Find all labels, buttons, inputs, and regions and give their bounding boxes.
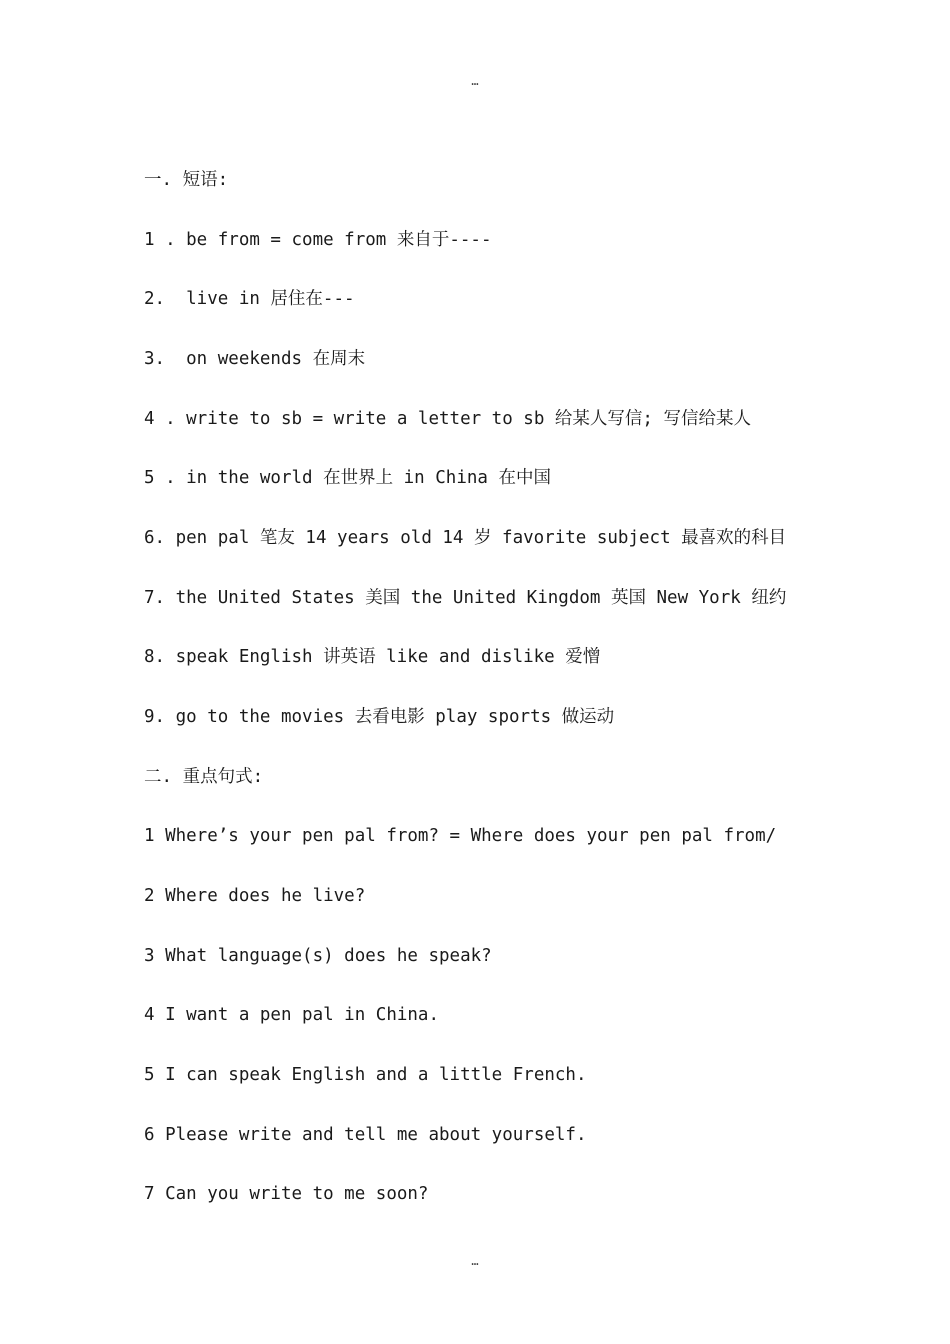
page-header-marker: …: [471, 74, 479, 88]
sentence-line-2: 2 Where does he live?: [144, 885, 366, 906]
page-footer-marker: …: [471, 1254, 479, 1268]
phrase-line-6: 6. pen pal 笔友 14 years old 14 岁 favorite subject 最喜欢的科目: [144, 527, 787, 548]
sentence-line-3: 3 What language(s) does he speak?: [144, 945, 492, 966]
phrase-line-7: 7. the United States 美国 the United Kingdom 英国 New York 纽约: [144, 587, 787, 608]
section-heading-phrases: 一. 短语:: [144, 170, 229, 190]
sentence-line-7: 7 Can you write to me soon?: [144, 1184, 429, 1205]
sentence-line-1: 1 Where’s your pen pal from? = Where does your pen pal from/: [144, 826, 777, 847]
sentence-line-6: 6 Please write and tell me about yourself.: [144, 1124, 587, 1145]
phrase-line-4: 4 . write to sb = write a letter to sb 给某人写信; 写信给某人: [144, 408, 751, 429]
phrase-line-2: 2. live in 居住在---: [144, 289, 355, 310]
phrase-line-9: 9. go to the movies 去看电影 play sports 做运动: [144, 706, 615, 727]
document-body: [144, 166, 864, 1240]
phrase-line-1: 1 . be from = come from 来自于----: [144, 229, 492, 250]
sentence-line-5: 5 I can speak English and a little French.: [144, 1064, 587, 1085]
phrase-line-5: 5 . in the world 在世界上 in China 在中国: [144, 468, 551, 489]
sentence-line-4: 4 I want a pen pal in China.: [144, 1005, 440, 1026]
section-heading-key-sentences: 二. 重点句式:: [144, 766, 264, 787]
phrase-line-8: 8. speak English 讲英语 like and dislike 爱憎: [144, 647, 601, 668]
phrase-line-3: 3. on weekends 在周末: [144, 348, 366, 369]
